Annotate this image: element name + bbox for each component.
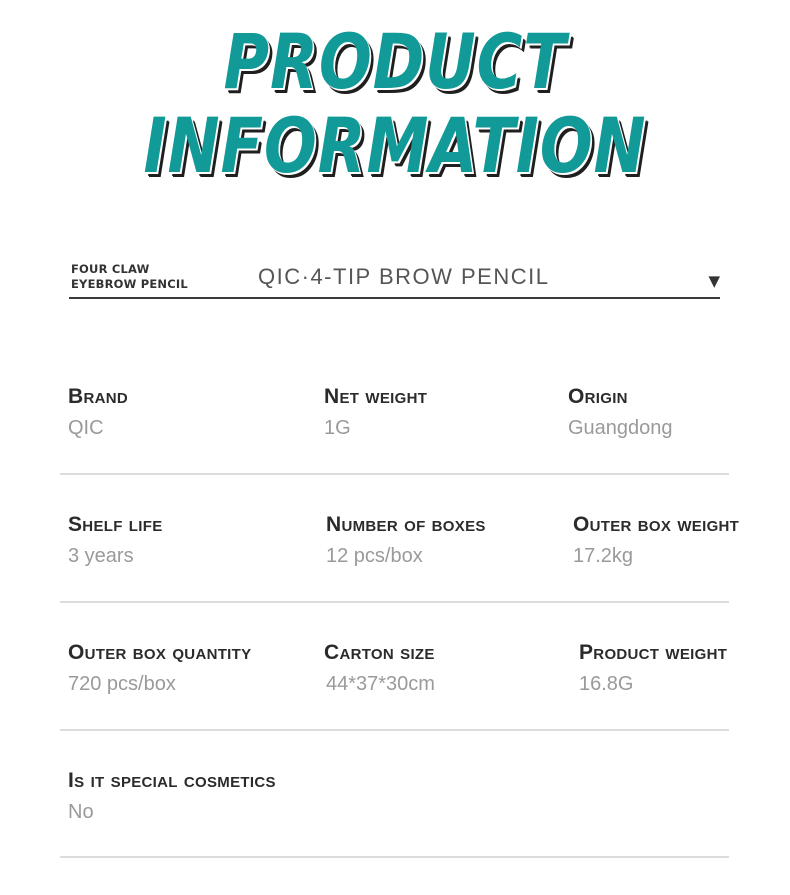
spec-value: Guangdong [568,417,673,439]
spec-special-cosmetics [68,770,276,822]
spec-carton-size [324,642,435,694]
triangle-down-icon: ▼ [708,272,720,290]
spec-net-weight [324,386,427,438]
spec-product-weight [579,642,727,694]
spec-value: QIC [68,417,104,439]
product-category [71,262,188,292]
spec-outer-box-quantity [68,642,251,694]
spec-value: 16.8G [579,673,634,695]
spec-shelf-life [68,514,163,566]
spec-label: Is it special cosmetics [68,769,276,792]
spec-value: No [68,801,94,823]
spec-row-3 [60,642,729,731]
product-title: QIC·4-TIP BROW PENCIL [258,264,550,289]
spec-value: 720 pcs/box [68,673,176,695]
spec-label: Brand [68,385,128,408]
spec-row-2 [60,513,740,603]
spec-label: Net weight [324,385,428,408]
spec-outer-box-weight [573,514,739,566]
category-line-1: FOUR CLAW [71,262,150,276]
spec-value: 1G [324,417,351,439]
spec-brand [68,386,128,438]
spec-value: 44*37*30cm [326,673,435,695]
spec-row-4 [60,770,729,858]
spec-label: Number of boxes [326,513,486,536]
spec-number-of-boxes [326,514,486,566]
headline-information: INFORMATION [143,101,647,190]
spec-label: Outer box quantity [68,641,252,664]
spec-label: Shelf life [68,513,163,536]
spec-value: 17.2kg [573,545,634,567]
category-line-2: EYEBROW PENCIL [71,277,188,291]
spec-label: Outer box weight [573,513,740,536]
headline-product: PRODUCT [223,17,567,106]
spec-label: Product weight [579,641,728,664]
product-name-bar [69,262,720,299]
spec-origin [568,386,673,438]
spec-label: Origin [568,385,628,408]
spec-row-1 [60,386,729,475]
spec-value: 12 pcs/box [326,545,423,567]
spec-label: Carton size [324,641,435,664]
spec-value: 3 years [68,545,134,567]
